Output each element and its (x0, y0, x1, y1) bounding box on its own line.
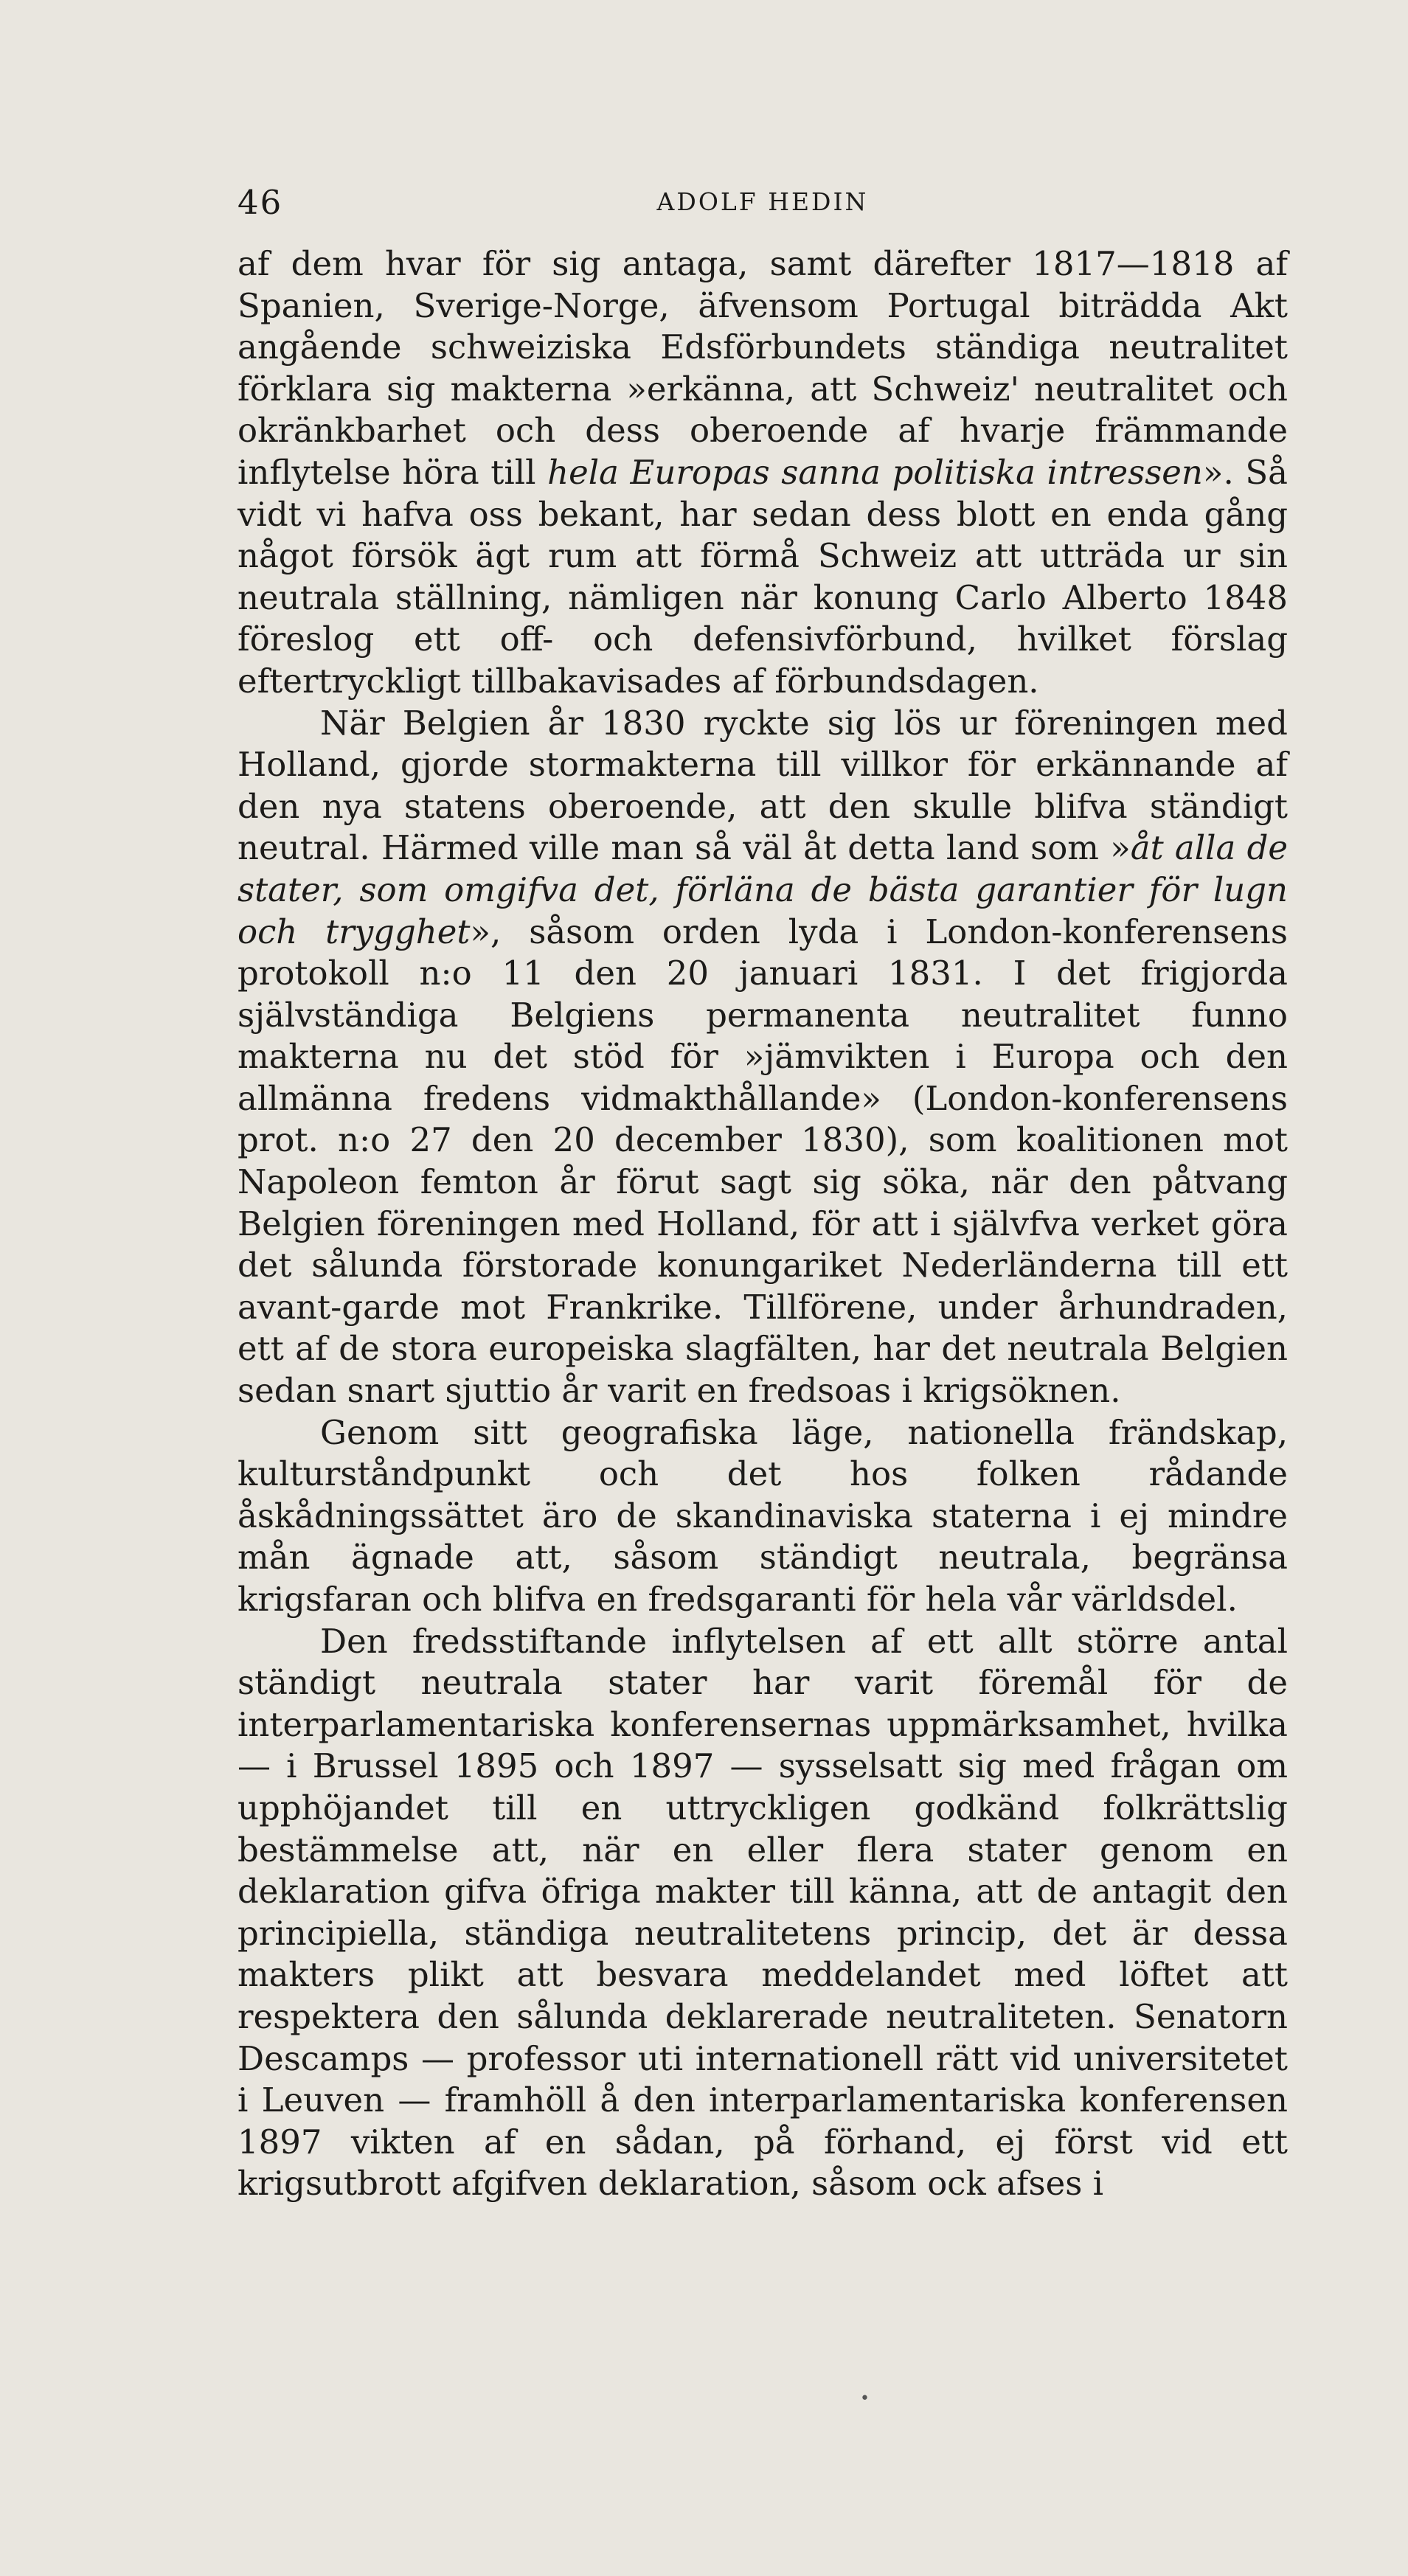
text-run: När Belgien år 1830 ryckte sig lös ur föreningen med Holland, gjorde stormakterna till villkor för erkännande af den nya statens oberoende, att den skulle blifva ständigt neutral. Härmed ville man så väl åt detta land som » (237, 703, 1288, 868)
body-text (237, 243, 1288, 2205)
page-header (237, 183, 1288, 227)
text-run: », såsom orden lyda i London-konferensens protokoll n:o 11 den 20 januari 1831. I det frigjorda självständiga Belgiens permanenta neutralitet funno makterna nu det stöd för »jämvikten i Europa och den allmänna fredens vidmakthållande» (London-konferensens prot. n:o 27 den 20 december 1830), som koalitionen mot Napoleon femton år förut sagt sig söka, när den påtvang Belgien föreningen med Holland, för att i självfva verket göra det sålunda förstorade konungariket Nederländerna till ett avant-garde mot Frankrike. Tillförene, under århundraden, ett af de stora europeiska slagfälten, har det neutrala Belgien sedan snart sjuttio år varit en fredsoas i krigsöknen. (237, 912, 1288, 1411)
text-run: Genom sitt geografiska läge, nationella frändskap, kulturståndpunkt och det hos folken rådande åskådningssättet äro de skandinaviska staterna i ej mindre mån ägnade att, såsom ständigt neutrala, begränsa krigsfaran och blifva en fredsgaranti för hela vår världsdel. (237, 1412, 1288, 1619)
running-title: ADOLF HEDIN (656, 187, 869, 216)
paragraph (237, 703, 1288, 1412)
italic-phrase: hela Europas sanna politiska intressen (547, 452, 1203, 492)
paragraph (237, 243, 1288, 703)
paragraph (237, 1621, 1288, 2205)
text-run: ». Så vidt vi hafva oss bekant, har sedan dess blott en enda gång något försök ägt rum att förmå Schweiz att utträda ur sin neutrala ställning, nämligen när konung Carlo Alberto 1848 föreslog ett off- och defensivförbund, hvilket förslag eftertryckligt tillbakavisades af förbundsdagen. (237, 452, 1289, 701)
text-run: af dem hvar för sig antaga, samt därefter 1817—1818 af Spanien, Sverige-Norge, äfvensom Portugal biträdda Akt angående schweiziska Edsförbundets ständiga neutralitet förklara sig makterna »erkänna, att Schweiz' neutralitet och okränkbarhet och dess oberoende af hvarje främmande inflytelse höra till (237, 244, 1288, 492)
page-number: 46 (237, 183, 283, 222)
text-run: Den fredsstiftande inflytelsen af ett allt större antal ständigt neutrala stater har varit föremål för de interparlamentariska konferensernas uppmärksamhet, hvilka — i Brussel 1895 och 1897 — sysselsatt sig med frågan om upphöjandet till en uttryckligen godkänd folkrättslig bestämmelse att, när en eller flera stater genom en deklaration gifva öfriga makter till känna, att de antagit den principiella, ständiga neutralitetens princip, det är dessa makters plikt att besvara meddelandet med löftet att respektera den sålunda deklarerade neutraliteten. Senatorn Descamps — professor uti internationell rätt vid universitetet i Leuven — framhöll å den interparlamentariska konferensen 1897 vikten af en sådan, på förhand, ej först vid ett krigsutbrott afgifven deklaration, såsom ock afses i (237, 1621, 1288, 2204)
printer-mark: • (860, 2389, 870, 2408)
paragraph (237, 1412, 1288, 1621)
italic-phrase: åt alla de stater, som omgifva det, förläna de bästa garantier för lugn och trygghet (237, 828, 1289, 951)
